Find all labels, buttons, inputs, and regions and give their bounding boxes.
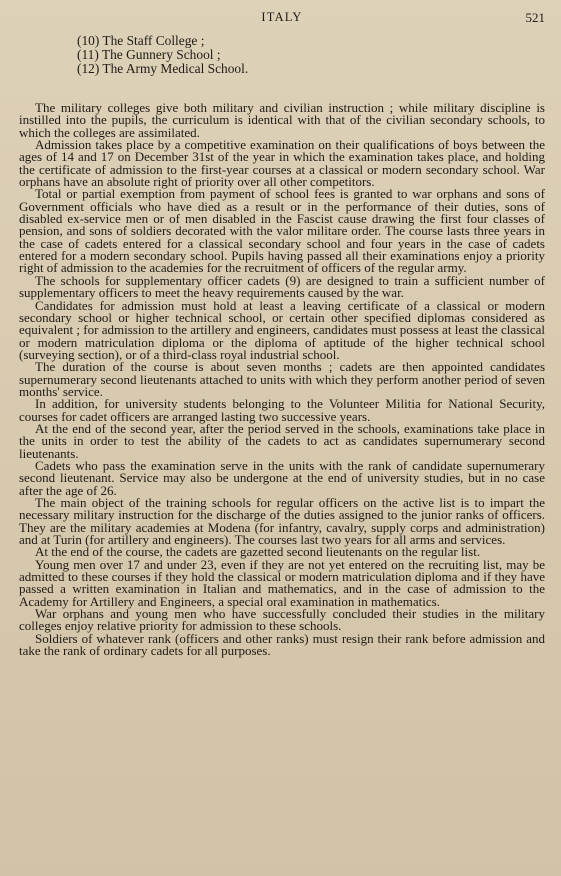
paragraph-military-colleges: The military colleges give both military and civilian instruction ; while military discipline is instilled into the pupils, the curriculum is identical with that of the civilian secondary schools, to which the colleges are assimilated. bbox=[19, 100, 545, 140]
paragraph-war-orphans: War orphans and young men who have successfully concluded their studies in the military colleges enjoy relative priority for admission to these schools. bbox=[19, 606, 545, 634]
paragraph-training-schools: The main object of the training schools for regular officers on the active list is to impart the necessary military instruction for the discharge of the duties assigned to the junior ranks of officers. They are the military academies at Modena (for infantry, cavalry, supply corps and administration) and at Turin (for artillery and engineers). The courses last two years for all arms and services. bbox=[19, 495, 545, 548]
schools-list bbox=[77, 34, 545, 76]
paragraph-young-men: Young men over 17 and under 23, even if they are not yet entered on the recruiting list, may be admitted to these courses if they hold the classical or modern matriculation diploma and if they have passed a written examination in Italian and mathematics, and in the case of admission to the Academy for Artillery and Engineers, a special oral examination in mathematics. bbox=[19, 556, 545, 609]
paragraph-candidates: Candidates for admission must hold at least a leaving certificate of a classical or modern secondary school or higher technical school, or certain other specified diplomas considered as equivalent ; for admission to the artillery and engineers, candidates must possess at least the classical or modern matriculation diploma or the diploma of aptitude of the higher technical school (surveying section), or of a third-class royal industrial school. bbox=[19, 297, 545, 362]
list-item: (10) The Staff College ; bbox=[77, 33, 205, 48]
paragraph-fee-exemption: Total or partial exemption from payment of school fees is granted to war orphans and sons of Government officials who have died as a result or in the performance of their duties, sons of disabled ex-service men or of men disabled in the Fascist cause drawing the first four classes of pension, and sons of soldiers decorated with the valor militare order. The course lasts three years in the case of cadets entered for a classical secondary school and four years in the case of cadets entered for a modern secondary school. Pupils having passed all their examinations enjoy a priority right of admission to the academies for the recruitment of officers of the regular army. bbox=[19, 186, 545, 276]
paragraph-soldiers: Soldiers of whatever rank (officers and other ranks) must resign their rank before admission and take the rank of ordinary cadets for all purposes. bbox=[19, 630, 545, 659]
paragraph-course-duration: The duration of the course is about seven months ; cadets are then appointed candidates supernumerary second lieutenants attached to units with which they perform another period of seven months' service. bbox=[19, 359, 545, 399]
paragraph-admission: Admission takes place by a competitive examination on their qualifications of boys between the ages of 14 and 17 on December 31st of the year in which the examination takes place, and holding the certificate of admission to the first-year courses at a classical or modern secondary school. War orphans have an absolute right of priority over all other competitors. bbox=[19, 137, 545, 190]
paragraph-second-year-exams: At the end of the second year, after the period served in the schools, examinations take place in the units in order to test the ability of the cadets to act as candidates supernumerary second lieutenants. bbox=[19, 420, 545, 461]
running-title: ITALY bbox=[261, 10, 303, 24]
list-item: (11) The Gunnery School ; bbox=[77, 47, 221, 62]
paragraph-gazetted: At the end of the course, the cadets are gazetted second lieutenants on the regular list. bbox=[35, 544, 481, 560]
paragraph-university-students: In addition, for university students belonging to the Volunteer Militia for National Security, courses for cadet officers are arranged lasting two successive years. bbox=[19, 396, 545, 424]
list-item: (12) The Army Medical School. bbox=[77, 61, 249, 76]
paragraph-supplementary-schools: The schools for supplementary officer cadets (9) are designed to train a sufficient number of supplementary officers to meet the heavy requirements caused by the war. bbox=[19, 272, 545, 301]
page-header bbox=[19, 10, 545, 32]
paragraph-cadet-service: Cadets who pass the examination serve in the units with the rank of candidate supernumerary second lieutenant. Service may also be undergone at the end of university studies, but in no case after the age of 26. bbox=[19, 457, 545, 498]
page-number: 521 bbox=[525, 10, 545, 25]
body-text bbox=[19, 102, 545, 657]
